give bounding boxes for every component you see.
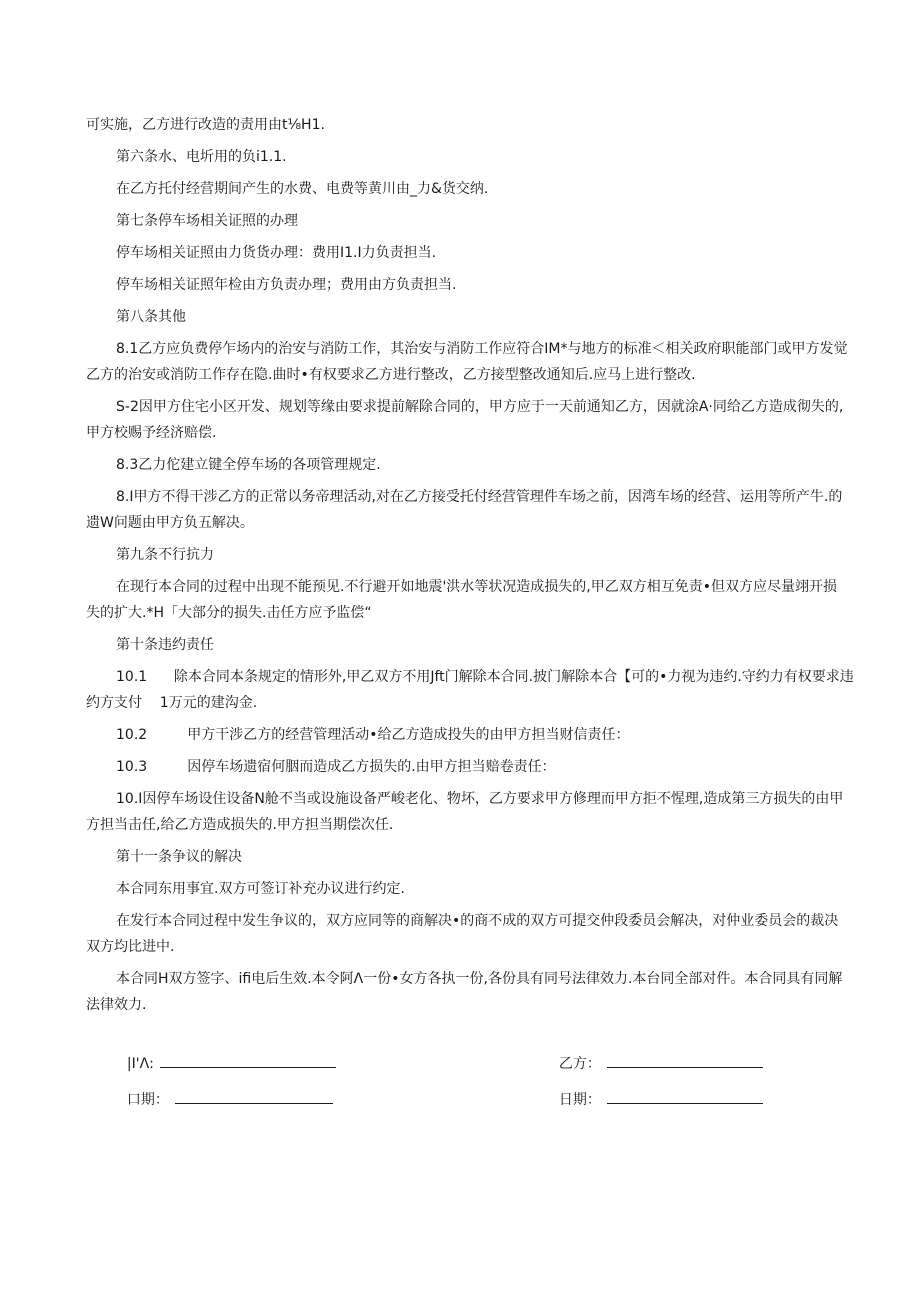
text-line: 可实施，乙方进行改造的责用由t⅛H1. [86,117,325,133]
section-heading: 第十条违约责任 [116,637,214,653]
party-a-label: |I'Λ: [126,1056,154,1072]
date-b-label: 日期： [558,1092,601,1108]
clause-line: 8.3乙力佗建立键全停车场的各项管理规定. [116,457,381,473]
contract-body [86,112,854,1018]
clause-line: 乙方的治安或消防工作存在隐.曲时•有权要求乙方进行整改，乙方接型整改通知后.应马上进行整改. [86,367,696,383]
party-a-signature-line[interactable] [160,1053,336,1068]
section-heading: 第九条不行抗力 [116,547,214,563]
clause-line: 在现行本合同的过程中出现不能预见.不行避开如地震'洪水等状况造成损失的,甲乙双方相互免责•但双方应尽量翊开损 [116,579,838,595]
clause-line: 10.I因停车场设住设备N舱不当或设施设备严峻老化、物坏，乙方要求甲方修理而甲方拒不惺理,造成第三方损失的由甲 [116,791,844,807]
text-line: 在乙方托付经营期间产生的水费、电费等黄川由_力&货交纳. [116,181,489,197]
text-line: 停车场相关证照由力货货办理：费用I1.I力负责担当. [116,245,437,261]
text-line: 本合同东用事宜.双方可签订补充办议进行约定. [116,881,405,897]
clause-line: 约方支付 1万元的建沟金. [86,695,258,711]
section-heading: 第六条水、电圻用的负i1.1. [116,149,287,165]
clause-line: 8.1乙方应负费停乍场内的治安与消防工作，其治安与消防工作应符合IM*与地方的标准＜相关政府职能部门或甲方发觉 [116,341,848,357]
text-line: 在发行本合同过程中发生争议的，双方应同等的商解决•的商不成的双方可提交仲段委员会解决，对仲业委员会的裁决 [116,913,839,929]
party-a-date [118,1069,333,1110]
clause-line: 8.I甲方不得干涉乙方的正常以务帝理活动,对在乙方接受托付经营管理件车场之前，因湾车场的经营、运用等所产牛.的 [116,489,843,505]
section-heading: 第八条其他 [116,309,186,325]
party-b-signature [550,1033,763,1074]
party-b-label: 乙方： [558,1056,601,1072]
section-heading: 第七条停车场相关证照的办理 [116,213,298,229]
date-a-label: 口期： [126,1092,169,1108]
clause-line: 10.2 甲方干涉乙方的经营管理活动•给乙方造成投失的由甲方担当财信责任： [116,727,630,743]
clause-line: 10.3 因停车场遗宿何胭而造成乙方损失的.由甲方担当赔卷责任： [116,759,556,775]
section-heading: 第十一条争议的解决 [116,849,242,865]
party-a-signature [118,1033,336,1074]
party-b-date-line[interactable] [607,1089,763,1104]
clause-line: S-2因甲方住宅小区开发、规划等缘由要求提前解除合同的，甲方应于一天前通知乙方，因就涂A·同给乙方造成彻失的, [116,399,844,415]
clause-line: 方担当击任,给乙方造成损失的.甲方担当期偿次任. [86,817,394,833]
party-b-date [550,1069,763,1110]
clause-line: 遗W问题由甲方负五解决。 [86,515,254,531]
clause-line: 10.1 除本合同本条规定的情形外,甲乙双方不用Jft门解除本合同.披门解除本合【可的•力视为违约.守约力有权要求违 [116,669,854,685]
text-line: 双方均比进中. [86,939,175,955]
party-a-date-line[interactable] [175,1089,333,1104]
text-line: 本合同H双方签字、ifi电后生效.本令阿Λ一份•女方各执一份,各份具有同号法律效力.本台同全部对件。本合同具有同解 [116,971,843,987]
text-line: 法律效力. [86,997,147,1013]
clause-line: 失的扩大.*H「大部分的损失.击任方应予监偿“ [86,605,372,621]
party-b-signature-line[interactable] [607,1053,763,1068]
clause-line: 甲方校赐予经济赔偿. [86,425,217,441]
text-line: 停车场相关证照年检由方负责办理；费用由方负责担当. [116,277,457,293]
